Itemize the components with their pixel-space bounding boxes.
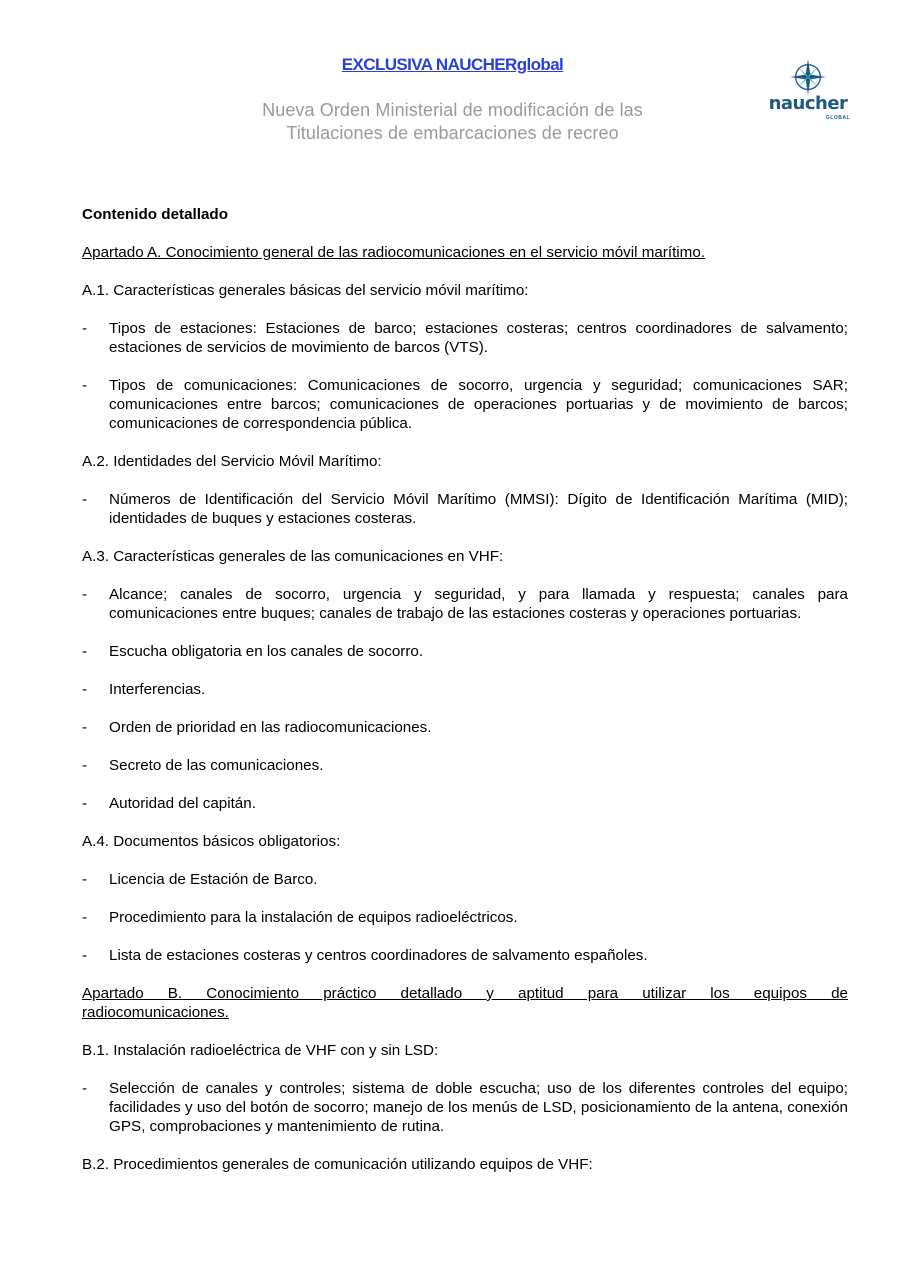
bullet-dash: - [82, 871, 88, 888]
list-item [82, 756, 848, 775]
subsection-a2-title: A.2. Identidades del Servicio Móvil Marítimo: [82, 453, 382, 470]
list-item [82, 870, 848, 889]
naucher-logo [764, 58, 852, 128]
apartado-b-line-2: radiocomunicaciones. [82, 1004, 229, 1021]
list-item-text: Orden de prioridad en las radiocomunicaciones. [109, 719, 432, 736]
bullet-dash: - [82, 586, 88, 603]
list-item [82, 490, 848, 528]
bullet-dash: - [82, 947, 88, 964]
list-item-text: Escucha obligatoria en los canales de socorro. [109, 643, 424, 660]
bullet-dash: - [82, 795, 88, 812]
document-body [82, 205, 848, 1193]
list-item-text: Tipos de comunicaciones: Comunicaciones de socorro, urgencia y seguridad; comunicaciones SAR; comunicaciones entre barcos; comunicaciones de operaciones portuarias y de movimiento de barcos; comunicaciones de correspondencia pública. [109, 377, 848, 432]
subsection-a1-title: A.1. Características generales básicas del servicio móvil marítimo: [82, 282, 529, 299]
bullet-dash: - [82, 320, 88, 337]
list-item-text: Procedimiento para la instalación de equipos radioeléctricos. [109, 909, 518, 926]
list-item-text: Interferencias. [109, 681, 206, 698]
header-subtitle [200, 99, 705, 145]
bullet-dash: - [82, 643, 88, 660]
list-item-text: Alcance; canales de socorro, urgencia y seguridad, y para llamada y respuesta; canales para comunicaciones entre buques; canales de trabajo de las estaciones costeras y operaciones portuarias. [109, 586, 848, 622]
list-item [82, 946, 848, 965]
bullet-dash: - [82, 681, 88, 698]
bullet-dash: - [82, 719, 88, 736]
bullet-dash: - [82, 909, 88, 926]
list-item [82, 1079, 848, 1136]
header-subtitle-line-2: Titulaciones de embarcaciones de recreo [286, 123, 619, 143]
apartado-b-line-1: Apartado B. Conocimiento práctico detallado y aptitud para utilizar los equipos de [82, 985, 848, 1002]
list-item [82, 794, 848, 813]
list-item-text: Lista de estaciones costeras y centros coordinadores de salvamento españoles. [109, 947, 648, 964]
bullet-dash: - [82, 491, 88, 508]
list-item [82, 319, 848, 357]
logo-subtext: GLOBAL [825, 115, 850, 121]
subsection-a3-title: A.3. Características generales de las comunicaciones en VHF: [82, 548, 504, 565]
list-item [82, 680, 848, 699]
compass-rose-icon [789, 58, 827, 96]
subsection-b1-title: B.1. Instalación radioeléctrica de VHF con y sin LSD: [82, 1042, 439, 1059]
list-item-text: Selección de canales y controles; sistema de doble escucha; uso de los diferentes controles del equipo; facilidades y uso del botón de socorro; manejo de los menús de LSD, posicionamiento de la antena, conexión GPS, comprobaciones y mantenimiento de rutina. [109, 1080, 848, 1135]
header-subtitle-line-1: Nueva Orden Ministerial de modificación de las [262, 100, 643, 120]
bullet-dash: - [82, 377, 88, 394]
list-item-text: Licencia de Estación de Barco. [109, 871, 318, 888]
subsection-b2-title: B.2. Procedimientos generales de comunicación utilizando equipos de VHF: [82, 1156, 593, 1173]
list-item-text: Números de Identificación del Servicio Móvil Marítimo (MMSI): Dígito de Identificación Marítima (MID); identidades de buques y estaciones costeras. [109, 491, 848, 527]
header-title[interactable]: EXCLUSIVA NAUCHERglobal [341, 55, 564, 74]
apartado-a-heading: Apartado A. Conocimiento general de las radiocomunicaciones en el servicio móvil marítimo. [82, 244, 705, 261]
section-heading: Contenido detallado [82, 206, 228, 223]
subsection-a4-title: A.4. Documentos básicos obligatorios: [82, 833, 341, 850]
apartado-b-heading [82, 984, 848, 1022]
logo-wordmark: naucher [768, 93, 848, 114]
bullet-dash: - [82, 1080, 88, 1097]
list-item-text: Tipos de estaciones: Estaciones de barco; estaciones costeras; centros coordinadores de salvamento; estaciones de servicios de movimiento de barcos (VTS). [109, 320, 848, 356]
list-item [82, 908, 848, 927]
bullet-dash: - [82, 757, 88, 774]
list-item [82, 585, 848, 623]
list-item [82, 642, 848, 661]
list-item-text: Secreto de las comunicaciones. [109, 757, 324, 774]
list-item-text: Autoridad del capitán. [109, 795, 256, 812]
list-item [82, 718, 848, 737]
list-item [82, 376, 848, 433]
